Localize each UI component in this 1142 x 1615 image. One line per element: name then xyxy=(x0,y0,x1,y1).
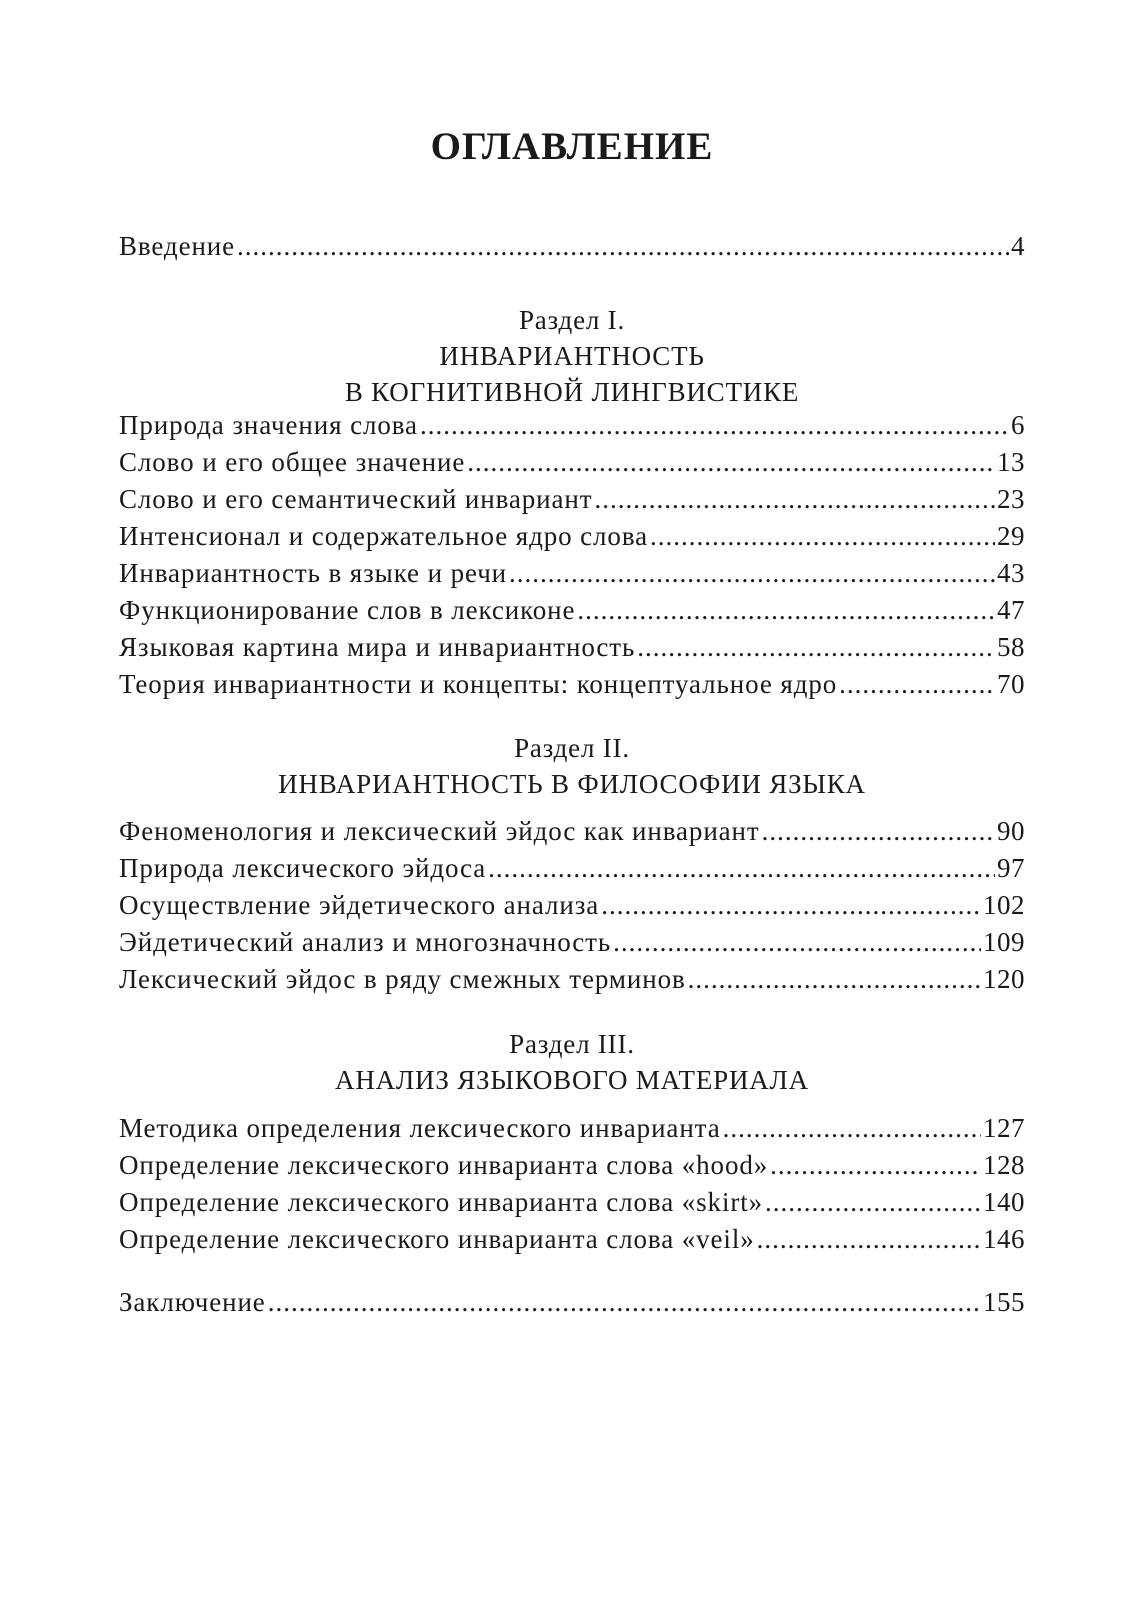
toc-entry-label: Теория инвариантности и концепты: концептуальное ядро xyxy=(119,669,838,699)
toc-entry-conclusion[interactable] xyxy=(119,1284,1025,1320)
toc-entry-page: 4 xyxy=(1011,231,1025,261)
toc-entry-label: Осуществление эйдетического анализа xyxy=(119,890,600,920)
toc-entry-label: Определение лексического инварианта слова «veil» xyxy=(119,1224,755,1254)
toc-entry-label: Языковая картина мира и инвариантность xyxy=(119,632,636,662)
toc-entry-label: Слово и его общее значение xyxy=(119,447,466,477)
toc-entry[interactable] xyxy=(119,555,1025,591)
section-number: Раздел I. xyxy=(518,305,626,335)
section-title: В КОГНИТИВНОЙ ЛИНГВИСТИКЕ xyxy=(344,377,800,407)
toc-entry-label: Феноменология и лексический эйдос как инвариант xyxy=(119,816,760,846)
dot-leader xyxy=(650,518,995,554)
toc-entry[interactable] xyxy=(119,924,1025,960)
dot-leader xyxy=(509,555,995,591)
section-title: ИНВАРИАНТНОСТЬ В ФИЛОСОФИИ ЯЗЫКА xyxy=(278,769,866,799)
toc-entry-label: Интенсионал и содержательное ядро слова xyxy=(119,521,648,551)
dot-leader xyxy=(637,629,995,665)
toc-entry-page: 120 xyxy=(983,964,1025,994)
toc-entry[interactable] xyxy=(119,850,1025,886)
toc-entry[interactable] xyxy=(119,961,1025,997)
dot-leader xyxy=(762,813,995,849)
toc-entry-page: 102 xyxy=(983,890,1025,920)
dot-leader xyxy=(268,1284,981,1320)
toc-entry-label: Функционирование слов в лексиконе xyxy=(119,595,576,625)
dot-leader xyxy=(757,1221,981,1257)
dot-leader xyxy=(488,850,995,886)
dot-leader xyxy=(577,592,995,628)
dot-leader xyxy=(723,1110,981,1146)
toc-entry[interactable] xyxy=(119,1110,1025,1146)
dot-leader xyxy=(839,666,995,702)
toc-entry-page: 128 xyxy=(983,1150,1025,1180)
toc-entry[interactable] xyxy=(119,1147,1025,1183)
toc-entry-label: Природа лексического эйдоса xyxy=(119,853,487,883)
dot-leader xyxy=(467,444,995,480)
toc-entry-label: Введение xyxy=(119,231,236,261)
toc-entry[interactable] xyxy=(119,887,1025,923)
dot-leader xyxy=(765,1184,981,1220)
dot-leader xyxy=(237,228,1009,264)
section-number: Раздел II. xyxy=(514,733,630,763)
toc-entry-label: Эйдетический анализ и многозначность xyxy=(119,927,612,957)
toc-entry-label: Слово и его семантический инвариант xyxy=(119,484,593,514)
toc-entry-page: 155 xyxy=(983,1287,1025,1317)
dot-leader xyxy=(594,481,995,517)
toc-entry-page: 13 xyxy=(997,447,1025,477)
toc-entry-page: 6 xyxy=(1011,410,1025,440)
page-title: ОГЛАВЛЕНИЕ xyxy=(430,125,714,168)
toc-entry-label: Инвариантность в языке и речи xyxy=(119,558,508,588)
toc-entry-page: 109 xyxy=(983,927,1025,957)
toc-entry[interactable] xyxy=(119,1221,1025,1257)
section-number: Раздел III. xyxy=(509,1029,635,1059)
section-3-heading xyxy=(119,1026,1025,1098)
toc-entry-page: 47 xyxy=(997,595,1025,625)
section-title: АНАЛИЗ ЯЗЫКОВОГО МАТЕРИАЛА xyxy=(335,1065,809,1095)
toc-entry-page: 146 xyxy=(983,1224,1025,1254)
toc-entry[interactable] xyxy=(119,1184,1025,1220)
toc-entry-page: 58 xyxy=(997,632,1025,662)
toc-entry[interactable] xyxy=(119,813,1025,849)
toc-entry-intro[interactable] xyxy=(119,228,1025,264)
dot-leader xyxy=(770,1147,981,1183)
toc-entry-page: 90 xyxy=(997,816,1025,846)
dot-leader xyxy=(688,961,981,997)
toc-entry[interactable] xyxy=(119,481,1025,517)
dot-leader xyxy=(613,924,981,960)
toc-entry-label: Лексический эйдос в ряду смежных терминов xyxy=(119,964,686,994)
section-2-heading xyxy=(119,730,1025,802)
section-1-heading xyxy=(119,302,1025,410)
toc-entry-page: 43 xyxy=(997,558,1025,588)
toc-entry-page: 97 xyxy=(997,853,1025,883)
toc-entry[interactable] xyxy=(119,592,1025,628)
toc-entry[interactable] xyxy=(119,407,1025,443)
toc-entry-page: 29 xyxy=(997,521,1025,551)
toc-entry-label: Методика определения лексического инварианта xyxy=(119,1113,721,1143)
toc-entry[interactable] xyxy=(119,444,1025,480)
toc-entry-label: Заключение xyxy=(119,1287,266,1317)
toc-entry-label: Определение лексического инварианта слова «skirt» xyxy=(119,1187,764,1217)
toc-entry-page: 70 xyxy=(997,669,1025,699)
section-title: ИНВАРИАНТНОСТЬ xyxy=(439,341,705,371)
toc-entry[interactable] xyxy=(119,666,1025,702)
toc-entry-page: 23 xyxy=(997,484,1025,514)
toc-entry-page: 127 xyxy=(983,1113,1025,1143)
dot-leader xyxy=(601,887,981,923)
toc-entry-page: 140 xyxy=(983,1187,1025,1217)
toc-entry-label: Определение лексического инварианта слова «hood» xyxy=(119,1150,769,1180)
toc-entry-label: Природа значения слова xyxy=(119,410,418,440)
toc-entry[interactable] xyxy=(119,518,1025,554)
toc-entry[interactable] xyxy=(119,629,1025,665)
dot-leader xyxy=(420,407,1009,443)
